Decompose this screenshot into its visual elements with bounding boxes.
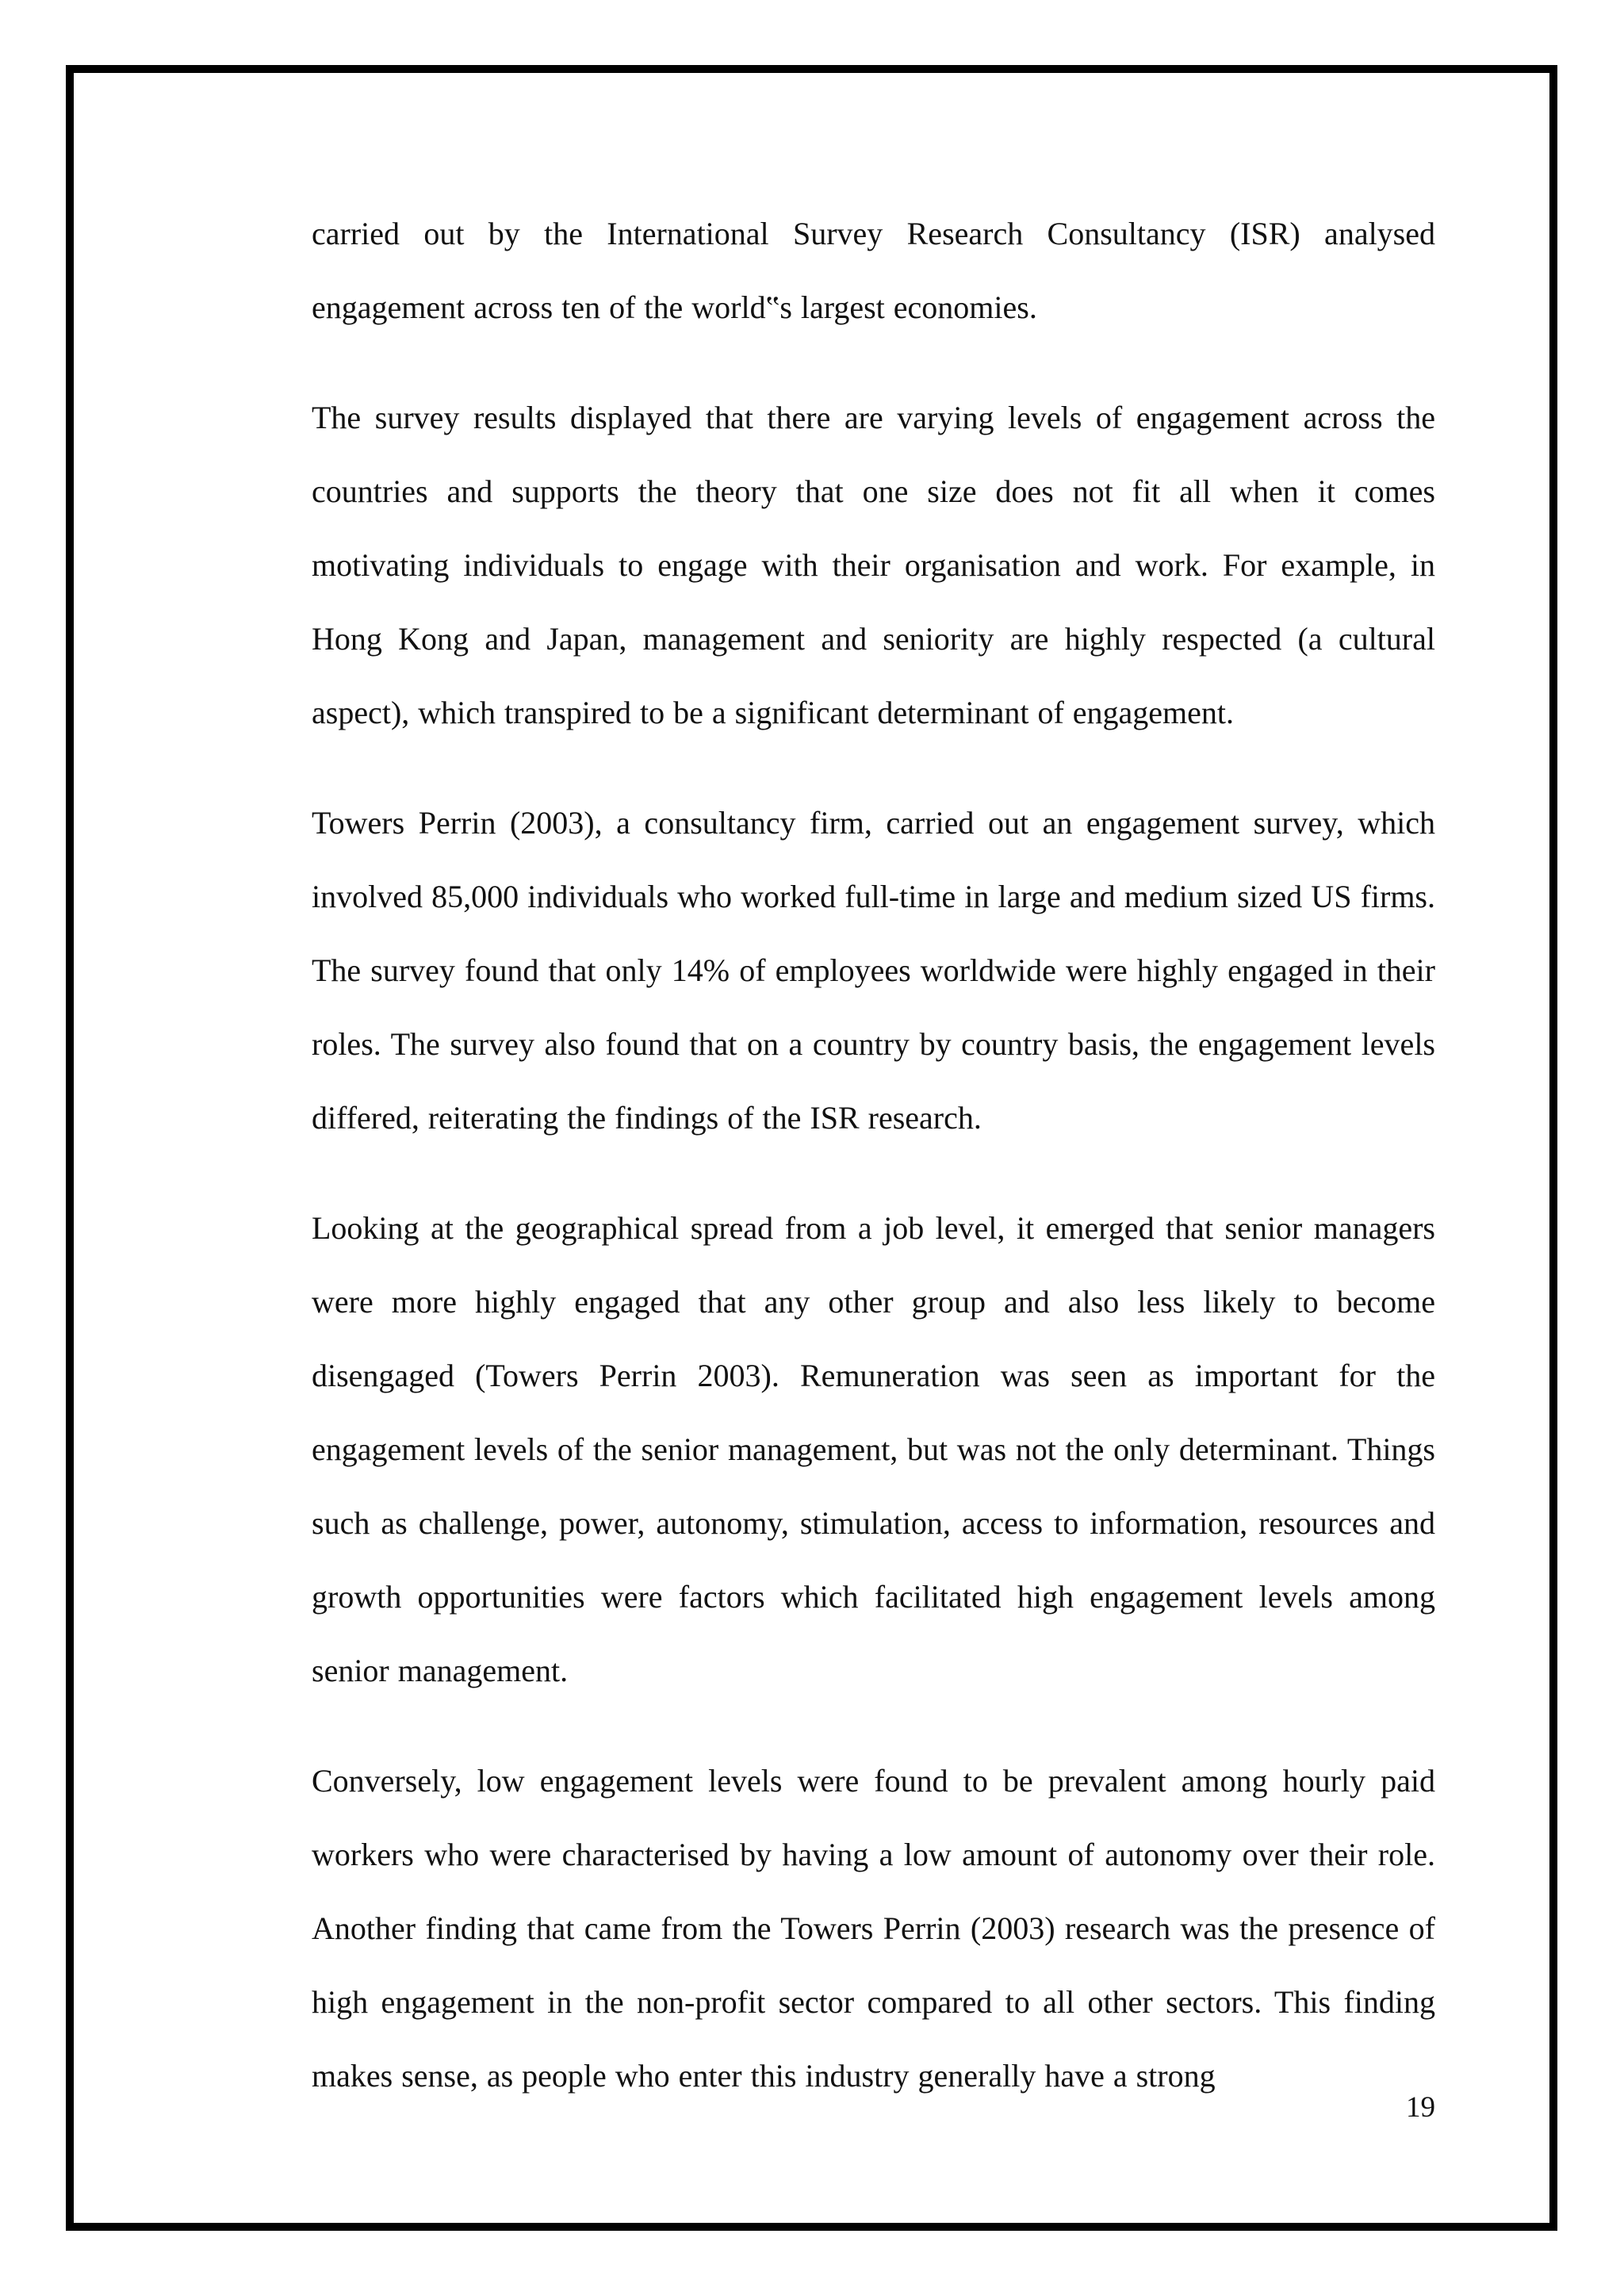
paragraph-1: carried out by the International Survey Research Consultancy (ISR) analysed engagement across ten of the world‟s largest economies.: [312, 216, 1435, 325]
paragraph-3: Towers Perrin (2003), a consultancy firm, carried out an engagement survey, which involved 85,000 individuals who worked full-time in large and medium sized US firms. The survey found that only 14% of employees worldwide were highly engaged in their roles. The survey also found that on a country by country basis, the engagement levels differed, reiterating the findings of the ISR research.: [312, 805, 1435, 1136]
paragraph-2: The survey results displayed that there are varying levels of engagement across the countries and supports the theory that one size does not fit all when it comes motivating individuals to engage with their organisation and work. For example, in Hong Kong and Japan, management and seniority are highly respected (a cultural aspect), which transpired to be a significant determinant of engagement.: [312, 400, 1435, 730]
paragraph-4: Looking at the geographical spread from a job level, it emerged that senior managers were more highly engaged that any other group and also less likely to become disengaged (Towers Perrin 2003). Remuneration was seen as important for the engagement levels of the senior management, but was not the only determinant. Things such as challenge, power, autonomy, stimulation, access to information, resources and growth opportunities were factors which facilitated high engagement levels among senior management.: [312, 1210, 1435, 1688]
body-text: [312, 197, 1435, 2149]
page-number: 19: [1406, 2091, 1435, 2124]
paragraph-5: Conversely, low engagement levels were found to be prevalent among hourly paid workers who were characterised by having a low amount of autonomy over their role. Another finding that came from the Towers Perrin (2003) research was the presence of high engagement in the non-profit sector compared to all other sectors. This finding makes sense, as people who enter this industry generally have a strong: [312, 1763, 1435, 2094]
